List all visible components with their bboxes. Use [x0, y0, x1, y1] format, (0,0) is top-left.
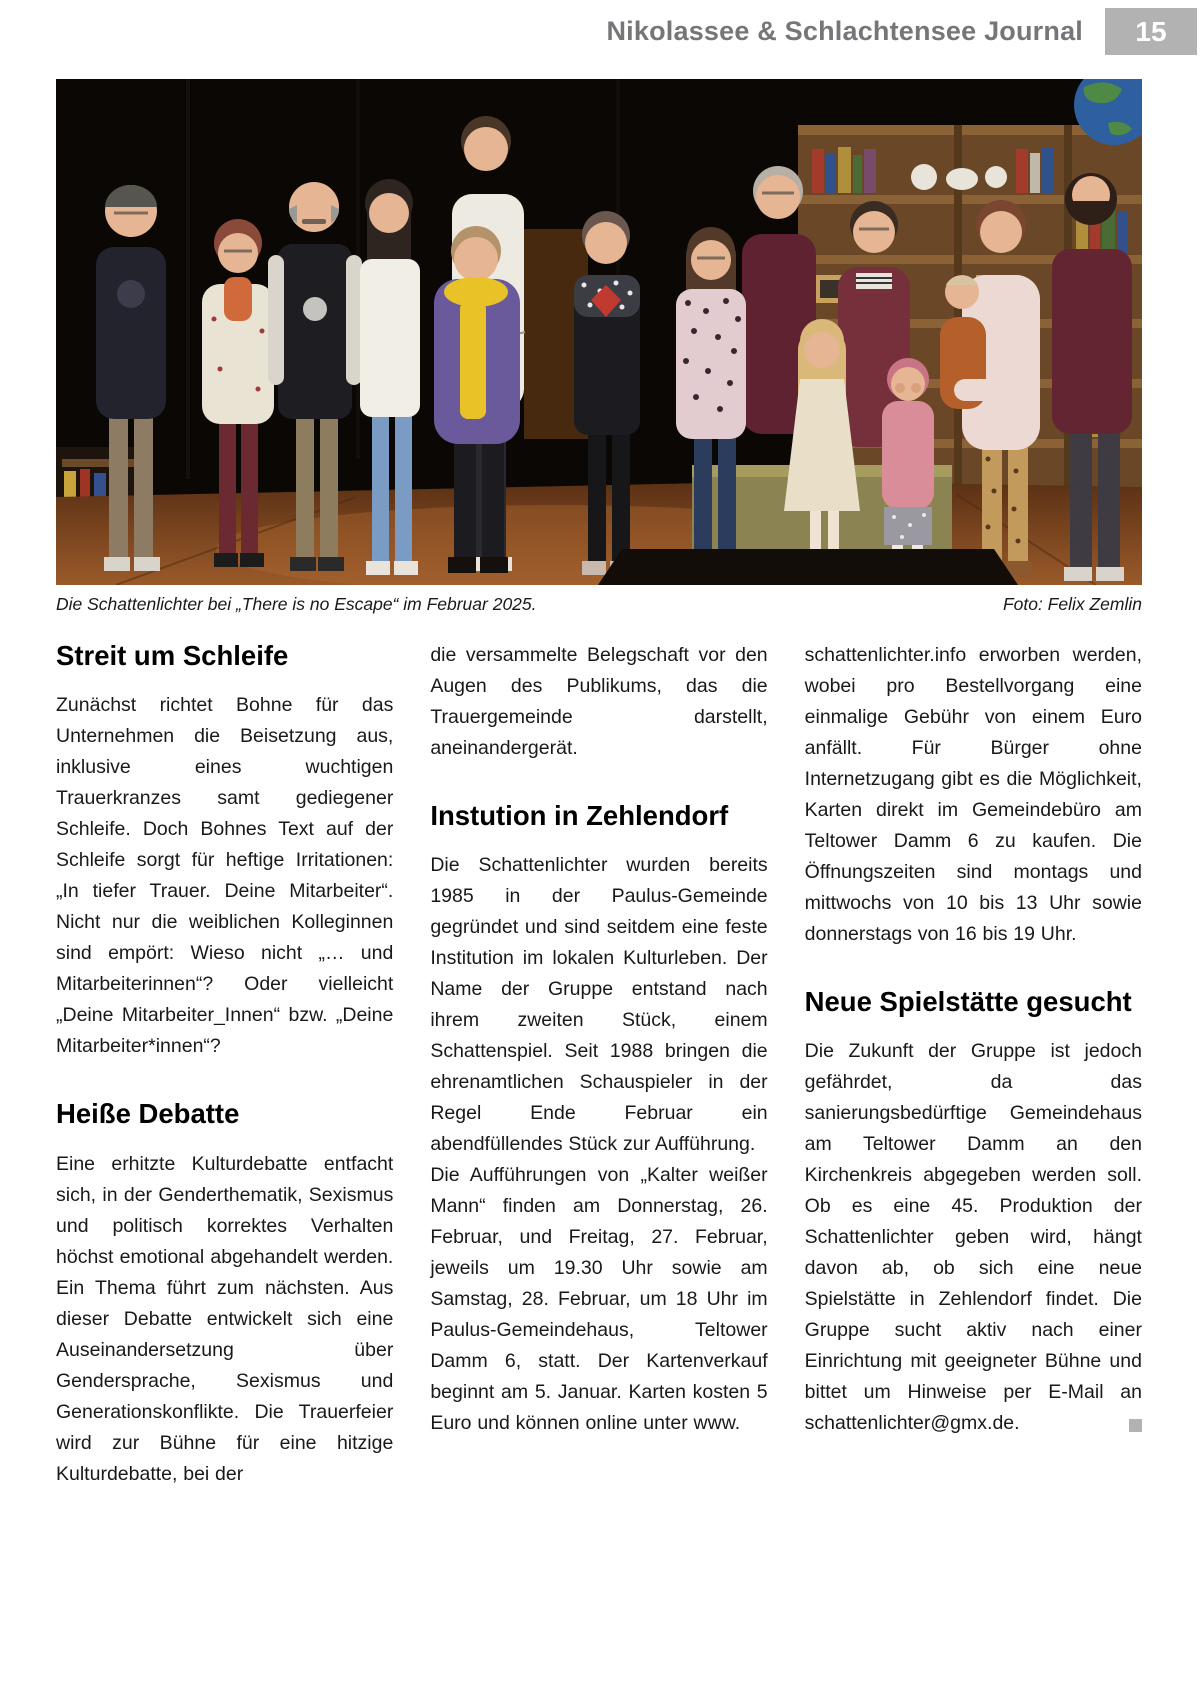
photo-credit: Foto: Felix Zemlin: [1002, 594, 1142, 614]
photo-caption-row: [56, 594, 1142, 615]
article-paragraph: [805, 1036, 1142, 1439]
end-of-article-marker: [1129, 1419, 1142, 1432]
article: [56, 640, 1142, 1490]
article-paragraph: Die Schattenlichter wurden bereits 1985 in der Paulus-Gemeinde gegründet und sind seitdem eine feste Institution im lokalen Kulturleben. Der Name der Gruppe entstand nach ihrem zweiten Stück, einem Schattenspiel. Seit 1988 bringen die ehrenamtlichen Schauspieler in der Regel Ende Februar ein abendfüllendes Stück zur Aufführung.: [430, 854, 768, 1156]
article-column-2: [430, 640, 767, 1490]
page-number-badge: 15: [1105, 8, 1197, 55]
article-paragraph: die versammelte Belegschaft vor den Augen des Publikums, das die Trauergemeinde darstellt, aneinandergerät.: [430, 644, 768, 759]
article-column-3: [805, 640, 1142, 1490]
article-paragraph: Zunächst richtet Bohne für das Unternehmen die Beisetzung aus, inklusive eines wuchtigen Trauerkranzes samt gediegener Schleife. Doch Bohnes Text auf der Schleife sorgt für heftige Irritationen: „In tiefer Trauer. Deine Mitarbeiter“. Nicht nur die weiblichen Kolleginnen sind empört: Wieso nicht „… und Mitarbeiterinnen“? Oder vielleicht „Deine Mitarbeiter_Innen“ bzw. „Deine Mitarbeiter*innen“?: [56, 694, 394, 1058]
article-paragraph-text: Die Zukunft der Gruppe ist jedoch gefährdet, da das sanierungsbedürftige Gemeindehaus am Teltower Damm an den Kirchenkreis abgegeben werden soll. Ob es eine 45. Produktion der Schattenlichter geben wird, hängt davon ab, ob sich eine neue Spielstätte in Zehlendorf findet. Die Gruppe sucht aktiv nach einer Einrichtung mit geeigneter Bühne und bittet um Hinweise per E-Mail an schattenlichter@gmx.de.: [804, 1040, 1142, 1435]
article-paragraph: schattenlichter.info erworben werden, wobei pro Bestellvorgang eine einmalige Gebühr von einem Euro anfällt. Für Bürger ohne Internetzugang gibt es die Möglichkeit, Karten direkt im Gemeindebüro am Teltower Damm 6 zu kaufen. Die Öffnungszeiten sind montags und mittwochs von 10 bis 13 Uhr sowie donnerstags von 16 bis 19 Uhr.: [804, 644, 1142, 945]
article-paragraph: Eine erhitzte Kulturdebatte entfacht sich, in der Genderthematik, Sexismus und politisch korrektes Verhalten höchst emotional abgehandelt werden. Ein Thema führt zum nächsten. Aus dieser Debatte entwickelt sich eine Auseinandersetzung über Gendersprache, Sexismus und Generationskonflikte. Die Trauerfeier wird zur Bühne für eine hitzige Kulturdebatte, bei der: [56, 1152, 394, 1485]
section-heading: Instution in Zehlendorf: [430, 800, 729, 831]
article-column-1: [56, 640, 393, 1490]
article-paragraph: Die Aufführungen von „Kalter weißer Mann“ finden am Donnerstag, 26. Februar, und Freitag, 27. Februar, jeweils um 19.30 Uhr sowie am Samstag, 28. Februar, um 18 Uhr im Paulus-Gemeindehaus, Teltower Damm 6, statt. Der Kartenverkauf beginnt am 5. Januar. Karten kosten 5 Euro und können online unter www.: [430, 1164, 768, 1435]
stage-photo: [56, 79, 1142, 585]
photo-caption: Die Schattenlichter bei „There is no Escape“ im Februar 2025.: [56, 594, 537, 614]
page-header: [606, 8, 1197, 55]
section-heading: Heiße Debatte: [56, 1098, 240, 1130]
stage-photo-illustration: [56, 79, 1142, 585]
section-heading: Neue Spielstätte gesucht: [804, 986, 1132, 1017]
section-heading: Streit um Schleife: [56, 640, 289, 671]
journal-title: Nikolassee & Schlachtensee Journal: [606, 16, 1083, 46]
